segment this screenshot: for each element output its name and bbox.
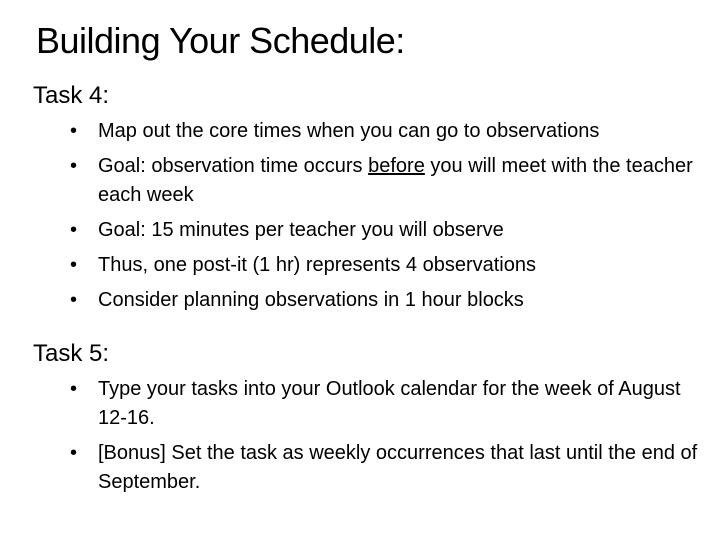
task-4-bullet-list [70,114,710,318]
bullet-text: Type your tasks into your Outlook calendar for the week of August 12-16. [98,378,681,429]
bullet-text-after: you will meet with the teacher each week [98,155,693,206]
bullet-text: [Bonus] Set the task as weekly occurrences that last until the end of September. [98,442,698,493]
bullet-icon: • [70,289,78,311]
bullet-icon: • [70,155,78,177]
bullet-text [98,152,710,210]
bullet-text-before: Goal: observation time occurs [98,155,369,177]
bullet-text: Thus, one post-it (1 hr) represents 4 observations [98,254,536,276]
list-item [70,213,710,248]
list-item [70,436,710,500]
bullet-icon: • [70,442,78,464]
bullet-text: Map out the core times when you can go to observations [98,120,600,142]
list-item [70,149,710,213]
emphasized-word: before [368,155,425,177]
bullet-icon: • [70,378,78,400]
list-item [70,283,710,318]
bullet-text: Consider planning observations in 1 hour blocks [98,289,524,311]
list-item [70,372,710,436]
task-5-bullet-list [70,372,710,500]
list-item [70,248,710,283]
task-5-heading: Task 5: [33,340,110,367]
task-4-heading: Task 4: [33,82,110,109]
slide-title: Building Your Schedule: [36,20,405,61]
bullet-icon: • [70,120,78,142]
bullet-text: Goal: 15 minutes per teacher you will observe [98,219,504,241]
list-item [70,114,710,149]
bullet-icon: • [70,219,78,241]
bullet-icon: • [70,254,78,276]
